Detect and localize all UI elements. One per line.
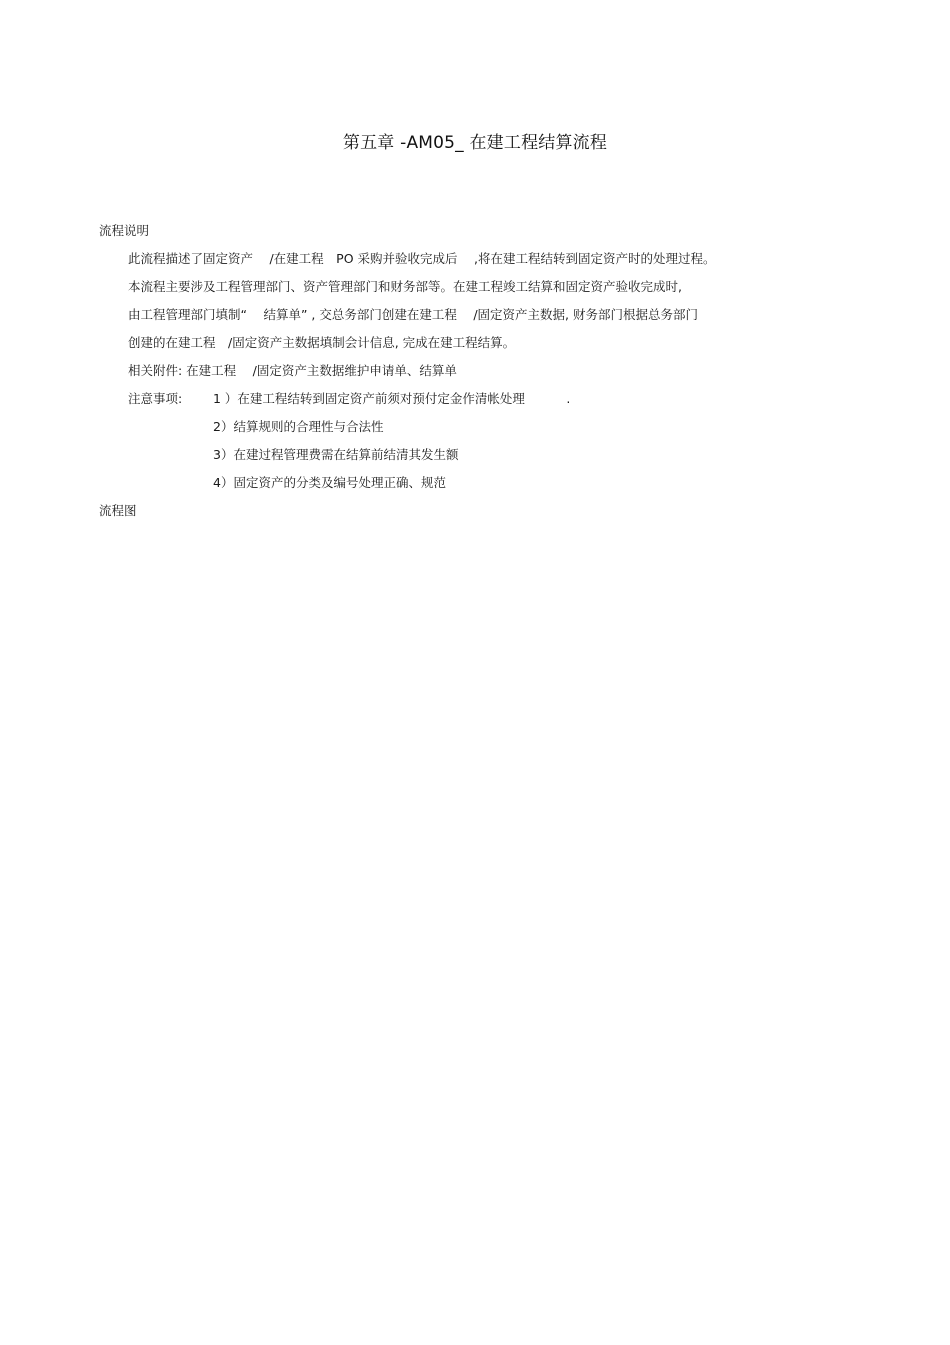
paragraph-line: 本流程主要涉及工程管理部门、资产管理部门和财务部等。在建工程竣工结算和固定资产验收完成时, [128,279,682,294]
section-label-description: 流程说明 [99,223,150,238]
page-title: 第五章 -AM05_ 在建工程结算流程 [342,133,608,153]
note-item: 3）在建过程管理费需在结算前结清其发生额 [213,447,459,462]
paragraph-line: 由工程管理部门填制“ 结算单” , 交总务部门创建在建工程 /固定资产主数据, 财务部门根据总务部门 [128,307,698,322]
section-label-flowchart: 流程图 [99,503,137,518]
paragraph-line: 创建的在建工程 /固定资产主数据填制会计信息, 完成在建工程结算。 [128,335,516,350]
note-item: 2）结算规则的合理性与合法性 [213,419,384,434]
paragraph-line: 此流程描述了固定资产 /在建工程 PO 采购并验收完成后 ,将在建工程结转到固定资产时的处理过程。 [128,251,716,266]
note-item: 1 ）在建工程结转到固定资产前须对预付定金作清帐处理 . [213,391,571,406]
note-item: 4）固定资产的分类及编号处理正确、规范 [213,475,446,490]
notes-label: 注意事项: [128,391,183,406]
attachments-line: 相关附件: 在建工程 /固定资产主数据维护申请单、结算单 [128,363,457,378]
